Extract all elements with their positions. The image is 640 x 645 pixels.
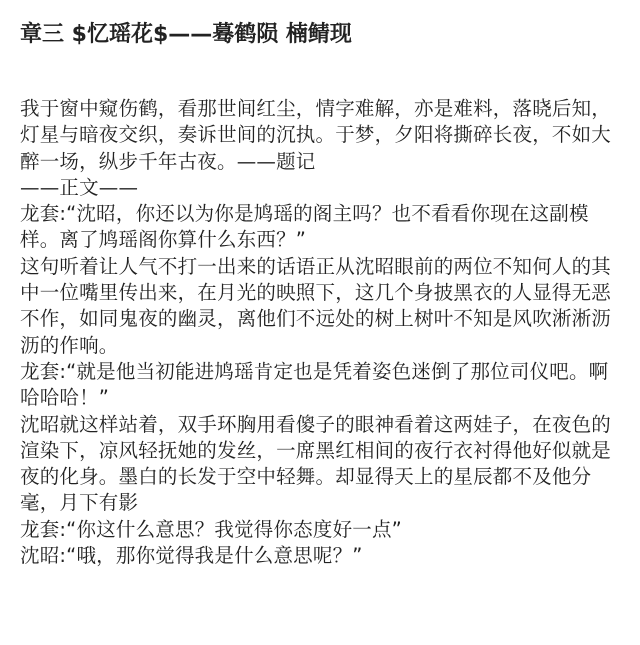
paragraph-dialogue-1: 龙套:“沈昭，你还以为你是鸠瑶的阁主吗？也不看看你现在这副模样。离了鸠瑶阁你算什么东西？” [20, 202, 589, 252]
paragraph-epigraph: 我于窗中窥伤鹤，看那世间红尘，情字难解，亦是难料，落晓后知，灯星与暗夜交织，奏诉世间的沉执。于梦，夕阳将撕碎长夜，不如大醉一场，纵步千年古夜。——题记 [20, 97, 612, 173]
paragraph-narration-2: 沈昭就这样站着，双手环胸用看傻子的眼神看着这两娃子，在夜色的渲染下，凉风轻抚她的发丝，一席黑红相间的夜行衣衬得他好似就是夜的化身。墨白的长发于空中轻舞。却显得天上的星辰都不及他分毫，月下有影 [20, 412, 612, 515]
paragraph-main-text-heading: ——正文—— [20, 175, 139, 199]
chapter-title: 章三 $忆瑶花$——蓦鹤陨 楠鲭现 [20, 22, 352, 47]
paragraph-dialogue-2: 龙套:“就是他当初能进鸠瑶肯定也是凭着姿色迷倒了那位司仪吧。啊哈哈哈！” [20, 359, 609, 410]
paragraph-dialogue-4: 沈昭:“哦，那你觉得我是什么意思呢？” [20, 544, 363, 568]
paragraph-dialogue-3: 龙套:“你这什么意思？我觉得你态度好一点” [20, 517, 402, 541]
paragraph-narration-1: 这句听着让人气不打一出来的话语正从沈昭眼前的两位不知何人的其中一位嘴里传出来，在月光的映照下，这几个身披黑衣的人显得无恶不作，如同鬼夜的幽灵，离他们不远处的树上树叶不知是风吹淅淅沥沥的作响。 [20, 254, 612, 357]
article-body [20, 96, 626, 569]
